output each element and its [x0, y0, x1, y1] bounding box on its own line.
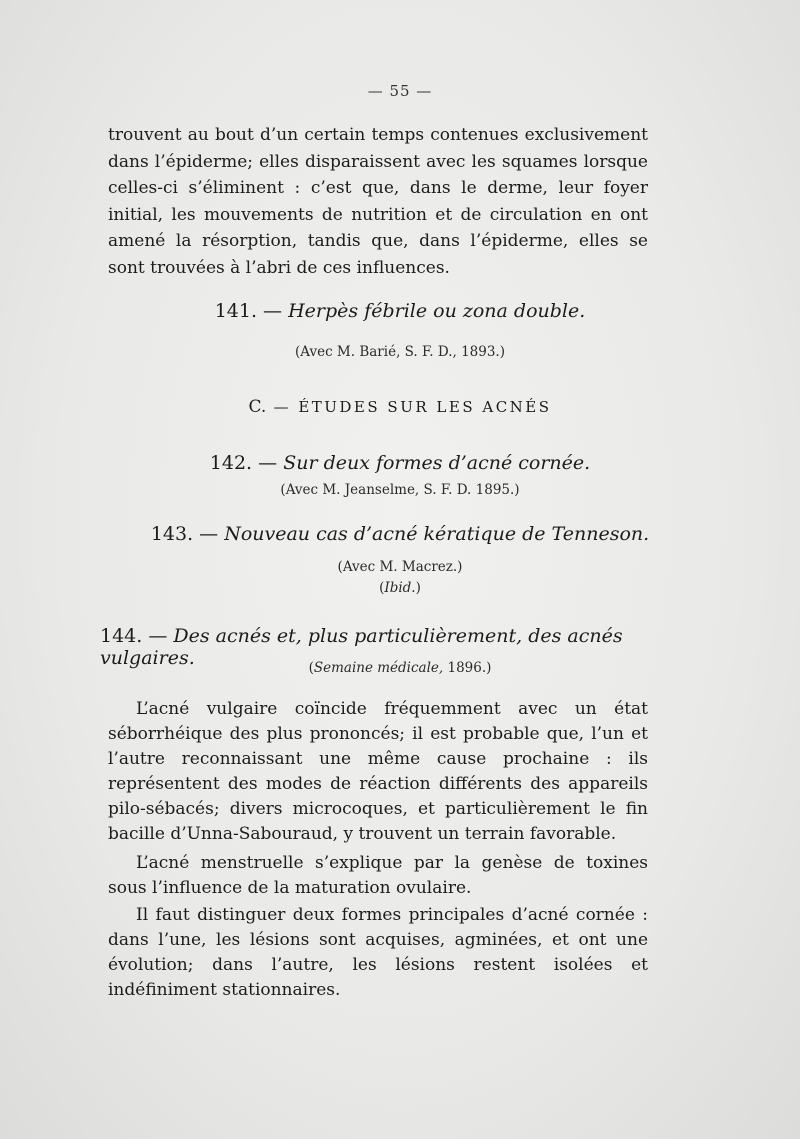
intro-paragraph: trouvent au bout d’un certain temps contenues exclusivement dans l’épiderme; elles disparaissent avec les squames lorsque celles-ci s’éliminent : c’est que, dans le derme, leur foyer initial, les mouvements de nutrition et de circulation en ont amené la résorption, tandis que, dans l’épiderme, elles se sont trouvées à l’abri de ces influences. [108, 125, 648, 278]
entry-143-number: 143. — [150, 523, 225, 545]
section-heading [0, 397, 800, 417]
section-title: ÉTUDES SUR LES ACNÉS [298, 398, 552, 416]
entry-141-number: 141. — [214, 300, 289, 322]
entry-142-text: Sur deux formes d’acné cornée. [283, 452, 591, 474]
entry-143-text: Nouveau cas d’acné kératique de Tenneson. [224, 523, 650, 545]
entry-141-text: Herpès fébrile ou zona double. [288, 300, 586, 322]
section-letter: C. [248, 397, 267, 417]
section-dash: — [266, 398, 299, 416]
entry-144-text: Des acnés et, plus particulièrement, des acnés vulgaires. [100, 625, 623, 669]
entry-142-title [0, 452, 800, 474]
entry-143-note-ibid: (Ibid.) [379, 580, 421, 596]
entry-144-number: 144. — [100, 625, 174, 647]
body-paragraph-3: Il faut distinguer deux formes principales d’acné cornée : dans l’une, les lésions sont acquises, agminées, et ont une évolution; dans l’autre, les lésions restent isolées et indéfiniment stationnaires. [108, 905, 648, 1000]
page-number: — 55 — [367, 82, 433, 100]
entry-141-title [0, 300, 800, 322]
body-paragraph-1: L’acné vulgaire coïncide fréquemment avec un état séborrhéique des plus prononcés; il est probable que, l’un et l’autre reconnaissant une même cause prochaine : ils représentent des modes de réaction différents des appareils pilo-sébacés; divers microcoques, et particulièrement le fin bacille d’Unna-Sabouraud, y trouvent un terrain favorable. [108, 699, 648, 844]
body-paragraph-2: L’acné menstruelle s’explique par la genèse de toxines sous l’influence de la maturation ovulaire. [108, 853, 648, 898]
entry-142-note: (Avec M. Jeanselme, S. F. D. 1895.) [280, 482, 520, 498]
entry-143-title [0, 523, 800, 545]
entry-141-note: (Avec M. Barié, S. F. D., 1893.) [295, 344, 505, 360]
entry-144-note: (Semaine médicale, 1896.) [308, 660, 492, 676]
entry-142-number: 142. — [209, 452, 284, 474]
entry-143-note: (Avec M. Macrez.) [337, 559, 463, 575]
